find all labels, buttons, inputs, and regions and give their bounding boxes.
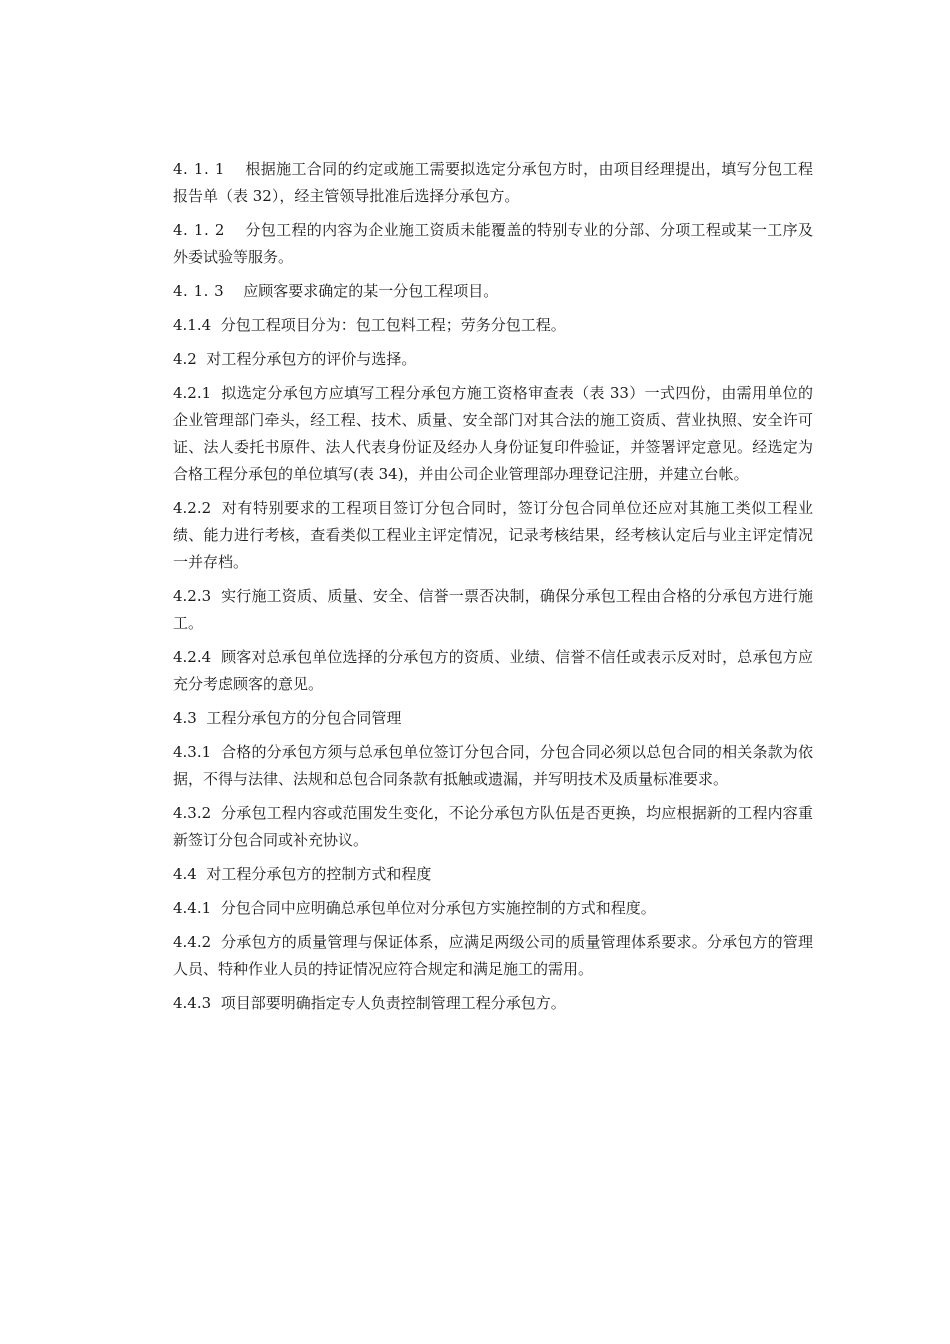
paragraph-4-4-3 [173, 990, 813, 1017]
clause-number: 4.2.4 [173, 648, 212, 666]
clause-number: 4. 1. 3 [173, 282, 225, 300]
clause-text: 分包合同中应明确总承包单位对分承包方实施控制的方式和程度。 [220, 899, 656, 917]
clause-number: 4. 1. 1 [173, 160, 225, 178]
clause-text: 实行施工资质、质量、安全、信誉一票否决制，确保分承包工程由合格的分承包方进行施工。 [173, 587, 813, 632]
clause-text: 分承包方的质量管理与保证体系，应满足两级公司的质量管理体系要求。分承包方的管理人员、特种作业人员的持证情况应符合规定和满足施工的需用。 [173, 933, 813, 978]
clause-text: 应顾客要求确定的某一分包工程项目。 [243, 282, 499, 300]
section-heading-4-3 [173, 705, 813, 732]
clause-text: 拟选定分承包方应填写工程分承包方施工资格审查表（表 33）一式四份，由需用单位的企业管理部门牵头，经工程、技术、质量、安全部门对其合法的施工资质、营业执照、安全许可证、法人委托书原件、法人代表身份证及经办人身份证复印件验证，并签署评定意见。经选定为合格工程分承包的单位填写(表 34)，并由公司企业管理部办理登记注册，并建立台帐。 [173, 384, 814, 483]
paragraph-4-1-4 [173, 312, 813, 339]
clause-number: 4.2.2 [173, 499, 212, 517]
section-title: 工程分承包方的分包合同管理 [206, 709, 402, 727]
clause-number: 4.3.2 [173, 804, 212, 822]
section-title: 对工程分承包方的评价与选择。 [206, 350, 417, 368]
section-number: 4.3 [173, 709, 197, 727]
section-heading-4-2 [173, 346, 813, 373]
paragraph-4-2-3 [173, 583, 813, 637]
section-heading-4-4 [173, 861, 813, 888]
paragraph-4-2-4 [173, 644, 813, 698]
paragraph-4-3-2 [173, 800, 813, 854]
clause-number: 4. 1. 2 [173, 221, 225, 239]
clause-text: 顾客对总承包单位选择的分承包方的资质、业绩、信誉不信任或表示反对时，总承包方应充分考虑顾客的意见。 [173, 648, 813, 693]
clause-number: 4.4.2 [173, 933, 212, 951]
document-page [173, 156, 813, 1024]
clause-number: 4.2.3 [173, 587, 212, 605]
clause-number: 4.2.1 [173, 384, 212, 402]
section-number: 4.4 [173, 865, 197, 883]
paragraph-4-1-2 [173, 217, 813, 271]
paragraph-4-2-1 [173, 380, 813, 488]
paragraph-4-3-1 [173, 739, 813, 793]
clause-text: 根据施工合同的约定或施工需要拟选定分承包方时，由项目经理提出，填写分包工程报告单（表 32），经主管领导批准后选择分承包方。 [173, 160, 813, 205]
section-number: 4.2 [173, 350, 197, 368]
clause-text: 合格的分承包方须与总承包单位签订分包合同，分包合同必须以总包合同的相关条款为依据，不得与法律、法规和总包合同条款有抵触或遗漏，并写明技术及质量标准要求。 [173, 743, 813, 788]
clause-text: 分包工程项目分为：包工包料工程；劳务分包工程。 [220, 316, 566, 334]
paragraph-4-4-2 [173, 929, 813, 983]
clause-number: 4.4.3 [173, 994, 212, 1012]
clause-number: 4.1.4 [173, 316, 212, 334]
paragraph-4-4-1 [173, 895, 813, 922]
clause-text: 对有特别要求的工程项目签订分包合同时，签订分包合同单位还应对其施工类似工程业绩、能力进行考核，查看类似工程业主评定情况，记录考核结果，经考核认定后与业主评定情况一并存档。 [173, 499, 813, 571]
clause-text: 分承包工程内容或范围发生变化，不论分承包方队伍是否更换，均应根据新的工程内容重新签订分包合同或补充协议。 [173, 804, 813, 849]
section-title: 对工程分承包方的控制方式和程度 [206, 865, 432, 883]
paragraph-4-1-3 [173, 278, 813, 305]
clause-number: 4.3.1 [173, 743, 212, 761]
clause-text: 项目部要明确指定专人负责控制管理工程分承包方。 [220, 994, 566, 1012]
clause-text: 分包工程的内容为企业施工资质未能覆盖的特别专业的分部、分项工程或某一工序及外委试验等服务。 [173, 221, 813, 266]
paragraph-4-1-1 [173, 156, 813, 210]
clause-number: 4.4.1 [173, 899, 212, 917]
paragraph-4-2-2 [173, 495, 813, 576]
